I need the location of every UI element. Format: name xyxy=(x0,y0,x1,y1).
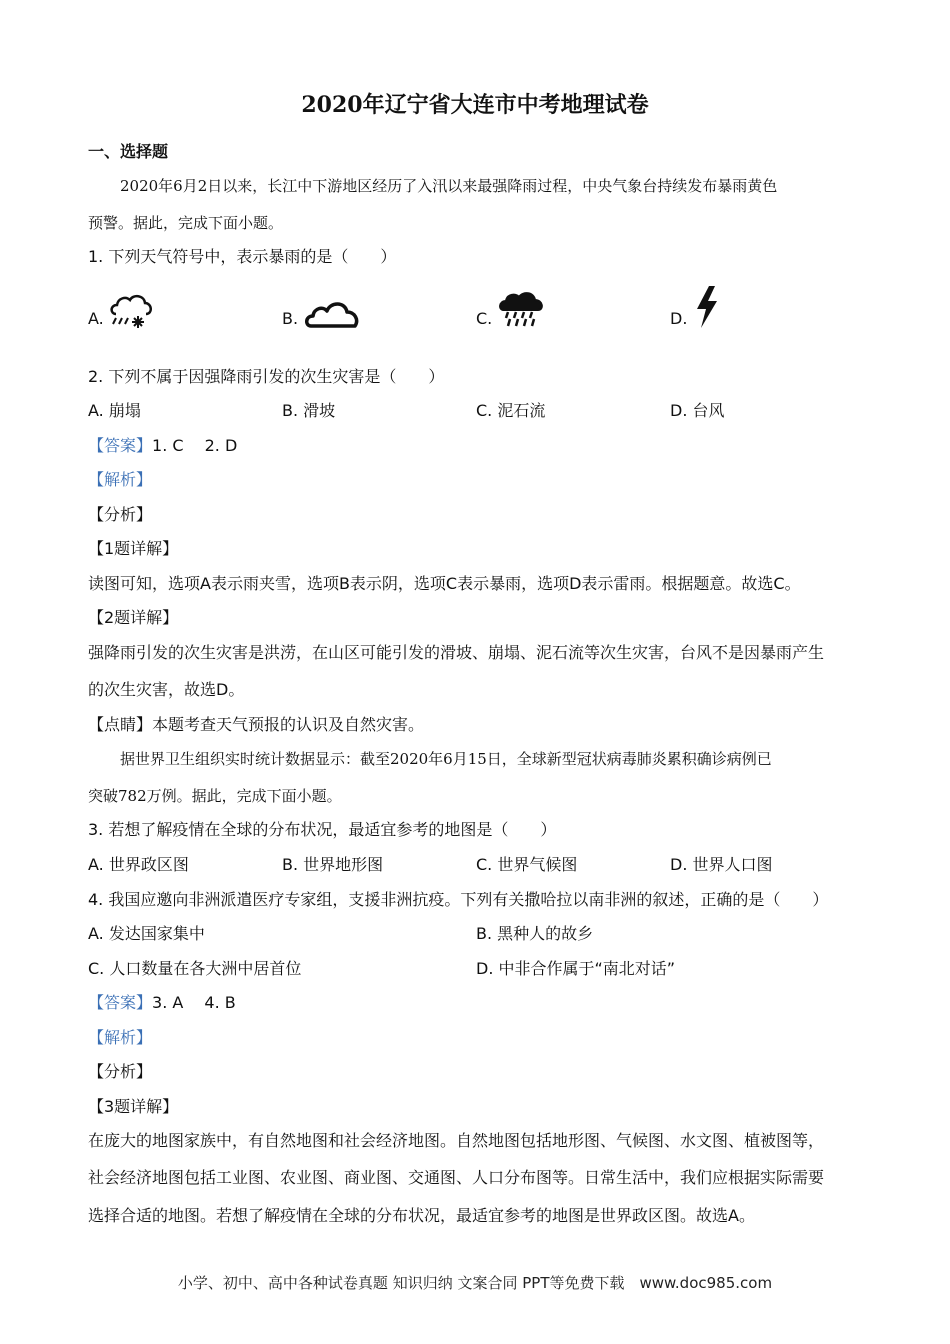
section-heading: 一、选择题 xyxy=(88,142,169,161)
detail-title: 【2题详解】 xyxy=(88,608,179,627)
analysis-tag: 【解析】 xyxy=(88,1028,153,1047)
option: A. 崩塌 xyxy=(88,401,141,420)
thunder-icon xyxy=(694,285,720,329)
answer-text: 3. A 4. B xyxy=(152,993,236,1012)
option: B. 滑坡 xyxy=(282,401,336,420)
option: D. 中非合作属于“南北对话” xyxy=(476,959,676,978)
answer-line xyxy=(88,435,237,457)
cloudy-icon xyxy=(305,298,361,330)
page-footer: 小学、初中、高中各种试卷真题 知识归纳 文案合同 PPT等免费下载 www.doc985.com xyxy=(177,1274,773,1292)
answer-text: 1. C 2. D xyxy=(152,436,238,455)
option: A. 发达国家集中 xyxy=(88,924,205,943)
option: D. 台风 xyxy=(670,401,725,420)
option: C. 世界气候图 xyxy=(476,855,578,874)
rain-snow-icon xyxy=(108,290,156,330)
option: A. 世界政区图 xyxy=(88,855,189,874)
detail-text: 强降雨引发的次生灾害是洪涝，在山区可能引发的滑坡、崩塌、泥石流等次生灾害，台风不是因暴雨产生 xyxy=(88,643,825,662)
fenxi-tag: 【分析】 xyxy=(88,1062,153,1081)
detail-text: 社会经济地图包括工业图、农业图、商业图、交通图、人口分布图等。日常生活中，我们应根据实际需要 xyxy=(88,1168,825,1187)
detail-title: 【1题详解】 xyxy=(88,539,179,558)
question-stem: 1. 下列天气符号中，表示暴雨的是（ ） xyxy=(88,247,397,266)
option: C. 人口数量在各大洲中居首位 xyxy=(88,959,302,978)
answer-tag: 【答案】 xyxy=(88,436,153,455)
material-text: 据世界卫生组织实时统计数据显示：截至2020年6月15日，全球新型冠状病毒肺炎累积确诊病例已 xyxy=(120,750,772,768)
option: B. 黑种人的故乡 xyxy=(476,924,594,943)
question-stem: 3. 若想了解疫情在全球的分布状况，最适宜参考的地图是（ ） xyxy=(88,820,557,839)
detail-text: 在庞大的地图家族中，有自然地图和社会经济地图。自然地图包括地形图、气候图、水文图、植被图等， xyxy=(88,1131,825,1150)
option-label: C. xyxy=(476,309,493,328)
answer-tag: 【答案】 xyxy=(88,993,153,1012)
material-text: 2020年6月2日以来，长江中下游地区经历了入汛以来最强降雨过程，中央气象台持续发布暴雨黄色 xyxy=(120,177,778,195)
detail-text: 的次生灾害，故选D。 xyxy=(88,680,245,699)
dianjing-text: 【点睛】本题考查天气预报的认识及自然灾害。 xyxy=(88,715,425,734)
answer-line xyxy=(88,992,236,1014)
option: C. 泥石流 xyxy=(476,401,546,420)
option: B. 世界地形图 xyxy=(282,855,384,874)
question-stem: 2. 下列不属于因强降雨引发的次生灾害是（ ） xyxy=(88,367,445,386)
option-label: B. xyxy=(282,309,299,328)
material-text: 突破782万例。据此，完成下面小题。 xyxy=(88,787,342,805)
detail-title: 【3题详解】 xyxy=(88,1097,179,1116)
option-label: D. xyxy=(670,309,688,328)
detail-text: 选择合适的地图。若想了解疫情在全球的分布状况，最适宜参考的地图是世界政区图。故选A。 xyxy=(88,1206,755,1225)
fenxi-tag: 【分析】 xyxy=(88,505,153,524)
detail-text: 读图可知，选项A表示雨夹雪，选项B表示阴，选项C表示暴雨，选项D表示雷雨。根据题意。故选C。 xyxy=(88,574,801,593)
analysis-tag: 【解析】 xyxy=(88,470,153,489)
heavy-rain-icon xyxy=(498,290,546,330)
option: D. 世界人口图 xyxy=(670,855,773,874)
question-stem: 4. 我国应邀向非洲派遣医疗专家组，支援非洲抗疫。下列有关撒哈拉以南非洲的叙述，正确的是（ ） xyxy=(88,890,829,909)
option-label: A. xyxy=(88,309,104,328)
page-title: 2020年辽宁省大连市中考地理试卷 xyxy=(301,92,649,118)
material-text: 预警。据此，完成下面小题。 xyxy=(88,214,284,232)
